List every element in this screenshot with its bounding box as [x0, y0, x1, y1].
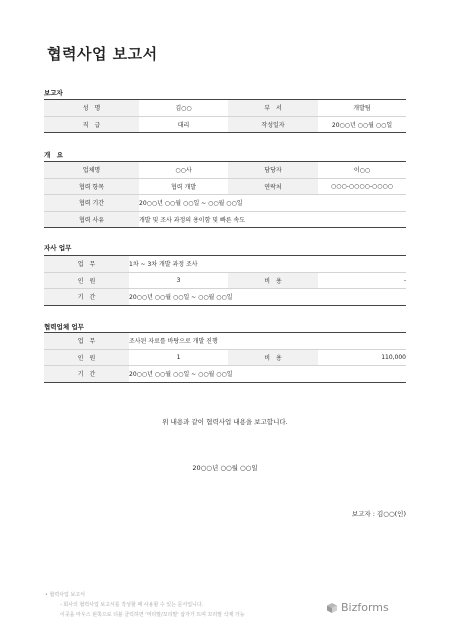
label-period: 기 간 [44, 289, 129, 306]
section-heading-own-work: 자사 업무 [44, 244, 72, 252]
label-company: 업체명 [44, 162, 139, 179]
value-cost: - [318, 272, 406, 289]
overview-table [44, 161, 406, 228]
reporter-signature: 보고자 : 김○○(인) [351, 510, 406, 518]
label-personnel: 인 원 [44, 272, 129, 289]
table-row [44, 272, 406, 289]
value-work: 1차 ~ 3차 개발 과정 조사 [129, 256, 406, 273]
table-row [44, 195, 406, 212]
table-row [44, 349, 406, 366]
document-title: 협력사업 보고서 [47, 45, 158, 63]
value-rank: 대리 [139, 116, 228, 133]
label-name: 성 명 [44, 100, 139, 117]
reporter-table [44, 99, 406, 133]
cube-icon [326, 602, 338, 614]
logo-text: Bizforms [341, 601, 389, 614]
table-row [44, 100, 406, 117]
table-row [44, 256, 406, 273]
label-work: 업 무 [44, 333, 129, 350]
value-name: 김○○ [139, 100, 228, 117]
table-row [44, 211, 406, 228]
label-cost: 비 용 [228, 349, 318, 366]
value-period: 20○○년 ○○월 ○○일 ~ ○○월 ○○일 [129, 366, 406, 383]
value-cooperation-period: 20○○년 ○○월 ○○일 ~ ○○월 ○○일 [139, 195, 406, 212]
section-heading-reporter: 보고자 [44, 89, 63, 97]
value-manager: 이○○ [318, 162, 406, 179]
label-written-date: 작성일자 [228, 116, 318, 133]
label-personnel: 인 원 [44, 349, 129, 366]
table-row [44, 333, 406, 350]
table-row [44, 366, 406, 383]
footer-title: • 협력사업 보고서 [45, 592, 85, 598]
value-work: 조사된 자료를 바탕으로 개발 진행 [129, 333, 406, 350]
report-statement: 위 내용과 같이 협력사업 내용을 보고합니다. [162, 418, 288, 426]
footer-note: 이곳을 마우스 왼쪽으로 더블 클릭하면 '머리말/꼬리말' 삽자가 뜨며 꼬리말 삭제 가능 [60, 612, 245, 618]
value-cooperation-item: 협력 개발 [139, 178, 228, 195]
label-cost: 비 용 [228, 272, 318, 289]
label-manager: 담당자 [228, 162, 318, 179]
label-cooperation-period: 협력 기간 [44, 195, 139, 212]
value-written-date: 20○○년 ○○월 ○○일 [318, 116, 406, 133]
table-row [44, 116, 406, 133]
own-work-table [44, 255, 406, 306]
section-heading-overview: 개 요 [44, 151, 64, 159]
label-period: 기 간 [44, 366, 129, 383]
label-work: 업 무 [44, 256, 129, 273]
value-cost: 110,000 [318, 349, 406, 366]
label-cooperation-reason: 협력 사유 [44, 211, 139, 228]
partner-work-table [44, 332, 406, 383]
value-cooperation-reason: 개발 및 조사 과정의 용이함 및 빠른 속도 [139, 211, 406, 228]
value-department: 개발팀 [318, 100, 406, 117]
label-rank: 직 급 [44, 116, 139, 133]
section-heading-partner-work: 협력업체 업무 [44, 323, 84, 331]
table-row [44, 178, 406, 195]
report-date: 20○○년 ○○월 ○○일 [192, 464, 258, 472]
label-cooperation-item: 협력 항목 [44, 178, 139, 195]
value-personnel: 1 [129, 349, 228, 366]
value-company: ○○사 [139, 162, 228, 179]
footer-description: - 회사의 협력사업 보고서를 작성할 때 사용할 수 있는 문서입니다. [60, 602, 204, 608]
label-contact: 연락처 [228, 178, 318, 195]
table-row [44, 162, 406, 179]
value-contact: ○○○-○○○○-○○○○ [318, 178, 406, 195]
value-personnel: 3 [129, 272, 228, 289]
value-period: 20○○년 ○○월 ○○일 ~ ○○월 ○○일 [129, 289, 406, 306]
label-department: 부 서 [228, 100, 318, 117]
table-row [44, 289, 406, 306]
bizforms-logo [326, 601, 389, 614]
